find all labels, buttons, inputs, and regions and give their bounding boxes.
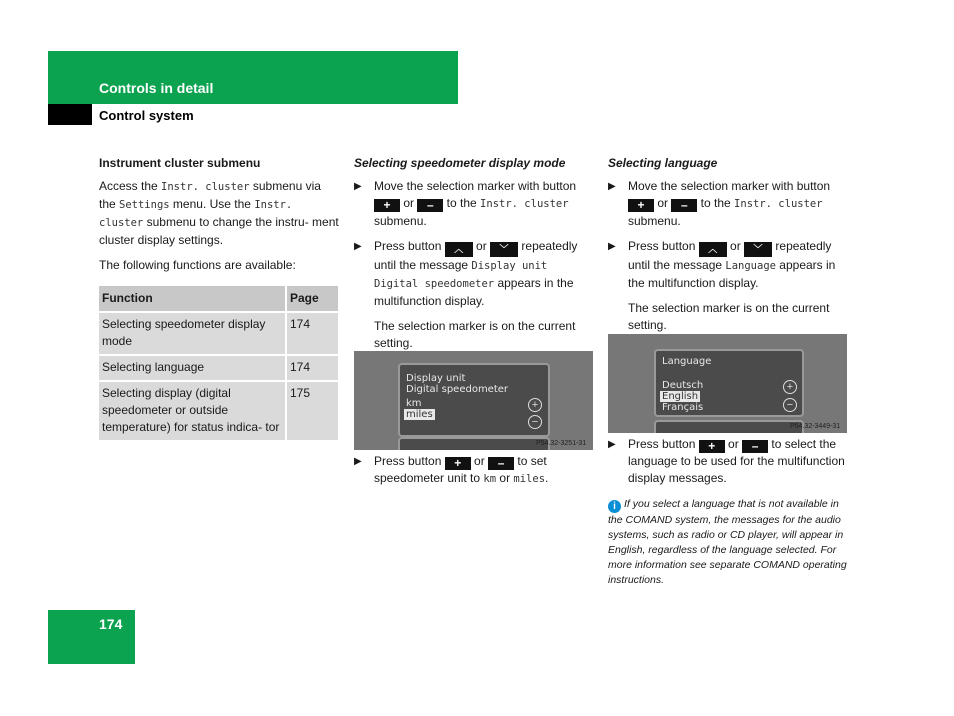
table-row [99,381,338,441]
image-reference: P54.32-3449-31 [790,423,841,430]
arrow-icon: ▶ [608,241,616,252]
page-number: 174 [99,616,123,632]
step: ▶ Move the selection marker with button + or – to the Instr. cluster submenu. [354,179,577,228]
table-cell-page: 175 [286,381,338,441]
step: ▶ Press button ︿ or ﹀ repeatedly until the message Language appears in the multifunction display. [608,239,836,290]
col3-note: The selection marker is on the current setting. [628,301,830,332]
table-cell-page: 174 [286,355,338,381]
section-title: Controls in detail [99,80,214,96]
info-text: If you select a language that is not available in the COMAND system, the messages for the audio systems, such as radio or CD player, will appear in English, regardless of the language selected. For more information see separate COMAND operating instructions. [608,498,847,586]
info-icon: i [608,500,621,513]
plus-button-icon: + [374,199,400,212]
circle-minus-icon: − [528,415,542,429]
col1-heading: Instrument cluster submenu [99,156,261,170]
minus-button-icon: – [671,199,697,212]
circle-plus-icon: + [783,380,797,394]
display-option-deutsch: Deutsch [662,380,704,391]
subsection-marker [48,104,92,125]
display-option-francais: Français [662,402,704,413]
col2-heading: Selecting speedometer display mode [354,156,566,170]
minus-button-icon: – [417,199,443,212]
table-cell-function: Selecting display (digital speedometer or outside temperature) for status indica- tor [99,381,286,441]
col1-para1: Access the Instr. cluster submenu via the Settings menu. Use the Instr. cluster submenu to change the instru- ment cluster display settings. [99,179,339,247]
step: ▶ Move the selection marker with button + or – to the Instr. cluster submenu. [608,179,831,228]
column-1 [99,155,339,442]
image-reference: P54.32-3251-31 [536,440,587,447]
col3-heading: Selecting language [608,156,718,170]
arrow-icon: ▶ [354,241,362,252]
subsection-title: Control system [99,108,194,123]
table-row [99,355,338,381]
table-cell-page: 174 [286,312,338,355]
step: ▶ Press button + or – to set speedometer unit to km or miles. [354,454,549,485]
minus-button-icon: – [742,440,768,453]
speedometer-display-image [354,351,593,450]
display-option-km: km [406,398,422,409]
down-button-icon: ﹀ [744,242,772,257]
table-header [99,286,338,312]
info-note [608,497,853,588]
col2-note: The selection marker is on the current setting. [374,319,576,350]
language-display-image [608,334,847,433]
column-2 [354,155,594,360]
arrow-icon: ▶ [608,439,616,450]
down-button-icon: ﹀ [490,242,518,257]
up-button-icon: ︿ [699,242,727,257]
arrow-icon: ▶ [608,181,616,192]
step: ▶ Press button + or – to select the language to be used for the multifunction display messages. [608,437,845,485]
plus-button-icon: + [699,440,725,453]
table-header-page: Page [286,286,338,312]
display-line2: Digital speedometer [406,384,509,395]
header-bar [48,51,458,104]
up-button-icon: ︿ [445,242,473,257]
plus-button-icon: + [445,457,471,470]
column-3-lower [608,436,850,495]
display-option-miles: miles [406,409,433,420]
display-option-english: English [662,391,699,402]
circle-minus-icon: − [783,398,797,412]
arrow-icon: ▶ [354,181,362,192]
circle-plus-icon: + [528,398,542,412]
col1-para2: The following functions are available: [99,258,296,272]
step: ▶ Press button ︿ or ﹀ repeatedly until the message Display unit Digital speedometer appears in the multifunction display. [354,239,578,308]
display-title: Language [662,356,712,367]
table-row [99,312,338,355]
arrow-icon: ▶ [354,456,362,467]
table-cell-function: Selecting speedometer display mode [99,312,286,355]
plus-button-icon: + [628,199,654,212]
functions-table [99,286,338,442]
column-3 [608,155,850,342]
display-line1: Display unit [406,373,466,384]
minus-button-icon: – [488,457,514,470]
table-header-function: Function [99,286,286,312]
lower-screen [398,437,550,450]
table-cell-function: Selecting language [99,355,286,381]
lower-screen [654,420,804,433]
column-2-lower [354,453,594,496]
